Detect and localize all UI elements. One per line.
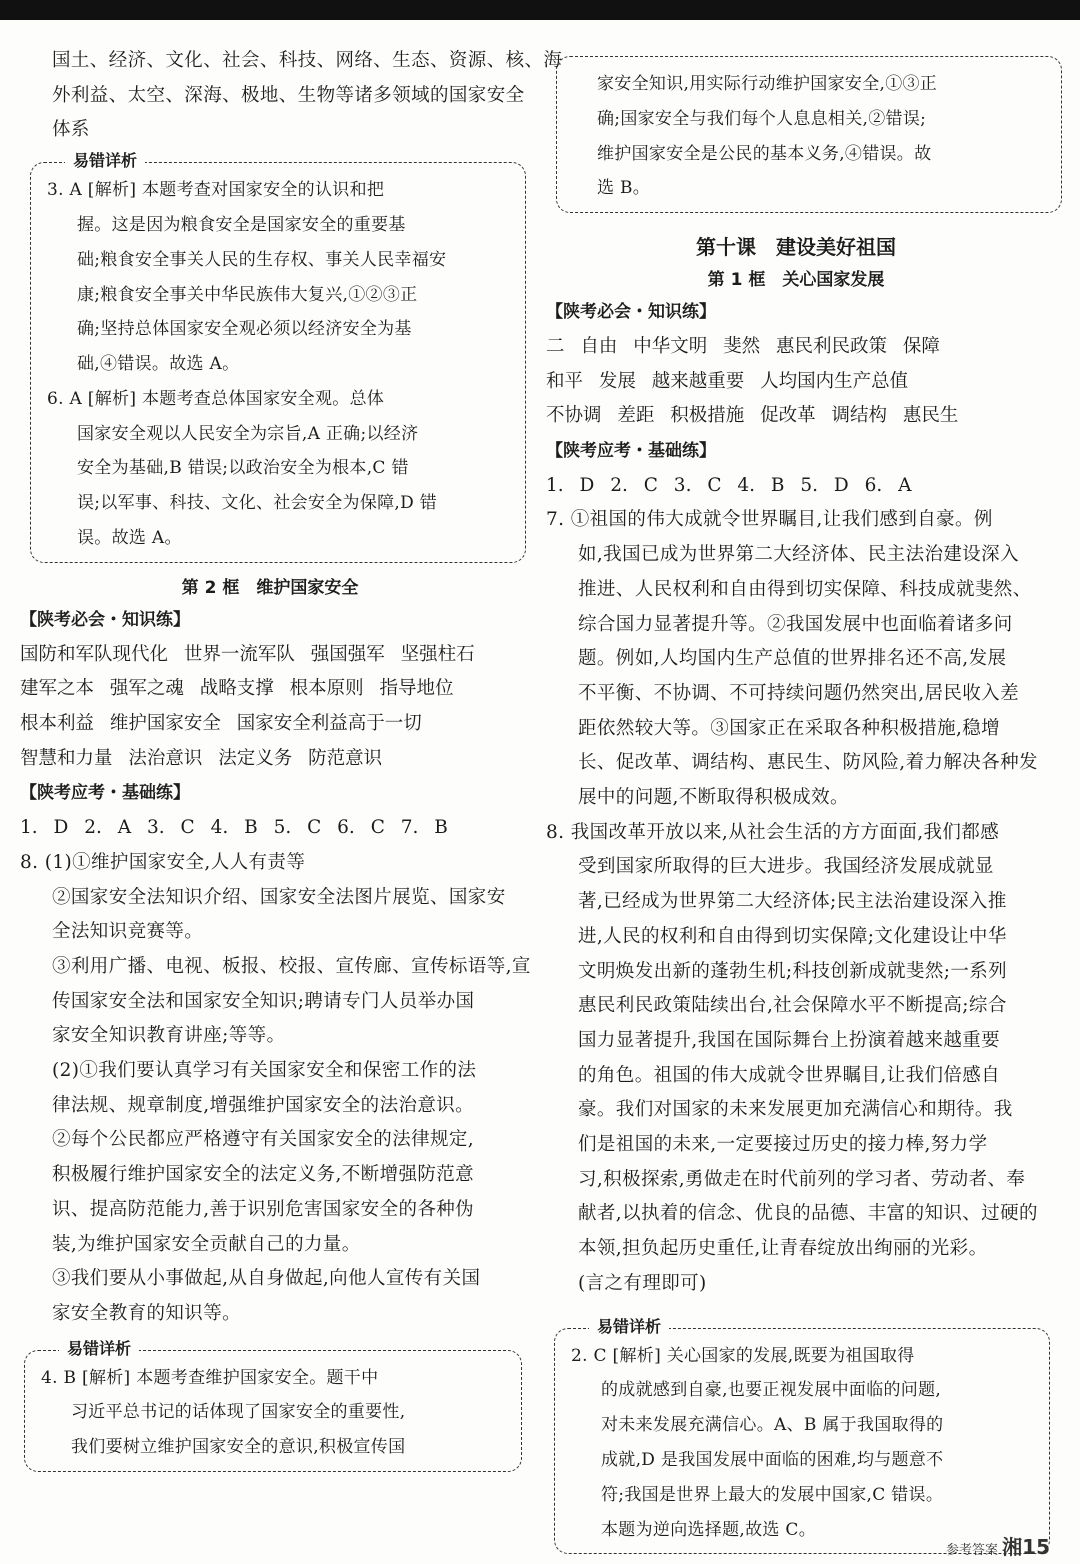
text-line: 安全为基础,B 错误;以政治安全为根本,C 错	[77, 458, 409, 479]
text-line: 推进、人民权利和自由得到切实保障、科技成就斐然、	[578, 578, 1032, 600]
text-line: (言之有理即可)	[578, 1272, 707, 1294]
text-line: ③利用广播、电视、板报、校报、宣传廊、宣传标语等,宣	[52, 955, 531, 977]
text-line: 综合国力显著提升等。②我国发展中也面临着诸多问	[578, 613, 1013, 635]
keyword-line: 和平 发展 越来越重要 人均国内生产总值	[546, 370, 909, 392]
text-line: 距依然较大等。③国家正在采取各种积极措施,稳增	[578, 717, 1001, 739]
text-line: 国土、经济、文化、社会、科技、网络、生态、资源、核、海	[52, 50, 563, 71]
intro-paragraph	[20, 44, 563, 148]
answer-line: 1. D 2. A 3. C 4. B 5. C 6. C 7. B	[20, 817, 448, 839]
box-label: 易错详析	[65, 149, 145, 173]
text-line: 康;粮食安全事关中华民族伟大复兴,①②③正	[77, 284, 418, 305]
text-line: 不平衡、不协调、不可持续问题仍然突出,居民收入差	[578, 682, 1019, 704]
text-line: 的角色。祖国的伟大成就令世界瞩目,让我们倍感自	[578, 1064, 1001, 1086]
text-line: 我们要树立维护国家安全的意识,积极宣传国	[71, 1437, 406, 1458]
section-title: 第 2 框 维护国家安全	[181, 577, 359, 598]
knowledge-heading: 【陕考必会・知识练】	[20, 609, 190, 630]
text-line: 识、提高防范能力,善于识别危害国家安全的各种伪	[52, 1198, 475, 1220]
keyword-line: 智慧和力量 法治意识 法定义务 防范意识	[20, 747, 383, 769]
page-footer	[946, 1531, 1050, 1560]
page-number: 湘15	[1002, 1535, 1050, 1559]
keyword-line: 根本利益 维护国家安全 国家安全利益高于一切	[20, 712, 422, 734]
text-line: 础,④错误。故选 A。	[77, 354, 240, 375]
text-line: 如,我国已成为世界第二大经济体、民主法治建设深入	[578, 544, 1019, 566]
continued-analysis-box	[556, 56, 1062, 213]
text-line: 本领,担负起历史重任,让青春绽放出绚丽的光彩。	[578, 1238, 988, 1260]
error-analysis-box	[554, 1316, 1050, 1555]
text-line: 8. 我国改革开放以来,从社会生活的方方面面,我们都感	[546, 821, 1000, 843]
text-line: ③我们要从小事做起,从自身做起,向他人宣传有关国	[52, 1268, 481, 1290]
text-line: 误。故选 A。	[77, 528, 182, 549]
basic-heading: 【陕考应考・基础练】	[20, 783, 190, 804]
left-column	[20, 44, 563, 1482]
knowledge-heading: 【陕考必会・知识练】	[546, 302, 716, 323]
text-line: 受到国家所取得的巨大进步。我国经济发展成就显	[578, 856, 994, 878]
text-line: 家安全知识教育讲座;等等。	[52, 1025, 286, 1047]
text-line: 外利益、太空、深海、极地、生物等诸多领域的国家安全	[52, 84, 525, 106]
text-line: 传国家安全法和国家安全知识;聘请专门人员举办国	[52, 990, 475, 1012]
text-line: 确;坚持总体国家安全观必须以经济安全为基	[77, 319, 412, 340]
text-line: ②每个公民都应严格遵守有关国家安全的法律规定,	[52, 1129, 475, 1151]
text-line: 国家安全观以人民安全为宗旨,A 正确;以经济	[77, 423, 419, 444]
text-line: 2. C [解析] 关心国家的发展,既要为祖国取得	[571, 1345, 915, 1366]
text-line: 长、促改革、调结构、惠民生、防风险,着力解决各种发	[578, 752, 1038, 774]
text-line: 积极履行维护国家安全的法定义务,不断增强防范意	[52, 1164, 475, 1186]
text-line: 律法规、规章制度,增强维护国家安全的法治意识。	[52, 1094, 475, 1116]
text-line: 本题为逆向选择题,故选 C。	[601, 1519, 817, 1540]
text-line: 体系	[52, 119, 90, 141]
text-line: 装,为维护国家安全贡献自己的力量。	[52, 1233, 361, 1255]
keyword-line: 国防和军队现代化 世界一流军队 强国强军 坚强柱石	[20, 643, 475, 665]
answer-line: 1. D 2. C 3. C 4. B 5. D 6. A	[546, 474, 912, 496]
text-line: 误;以军事、科技、文化、社会安全为保障,D 错	[77, 493, 438, 514]
text-line: 的成就感到自豪,也要正视发展中面临的问题,	[601, 1380, 942, 1401]
text-line: 8. (1)①维护国家安全,人人有责等	[20, 851, 306, 873]
text-line: 确;国家安全与我们每个人息息相关,②错误;	[597, 108, 927, 129]
text-line: 题。例如,人均国内生产总值的世界排名还不高,发展	[578, 648, 1007, 670]
text-line: 们是祖国的未来,一定要接过历史的接力棒,努力学	[578, 1134, 988, 1156]
text-line: 4. B [解析] 本题考查维护国家安全。题干中	[41, 1367, 379, 1388]
error-analysis-box	[30, 151, 526, 563]
keyword-line: 建军之本 强军之魂 战略支撑 根本原则 指导地位	[20, 678, 454, 700]
text-line: 符;我国是世界上最大的发展中国家,C 错误。	[601, 1484, 944, 1505]
keyword-line: 二 自由 中华文明 斐然 惠民利民政策 保障	[546, 335, 940, 357]
text-line: ②国家安全法知识介绍、国家安全法图片展览、国家安	[52, 886, 506, 908]
text-line: 3. A [解析] 本题考查对国家安全的认识和把	[47, 180, 385, 201]
box-label: 易错详析	[59, 1337, 139, 1361]
question-8-answer	[20, 846, 531, 1332]
text-line: 展中的问题,不断取得积极成效。	[578, 787, 849, 809]
text-line: 进,人民的权利和自由得到切实保障;文化建设让中华	[578, 925, 1007, 947]
text-line: 维护国家安全是公民的基本义务,④错误。故	[597, 143, 932, 164]
text-line: 成就,D 是我国发展中面临的困难,均与题意不	[601, 1449, 944, 1470]
text-line: 础;粮食安全事关人民的生存权、事关人民幸福安	[77, 249, 447, 270]
text-line: 豪。我们对国家的未来发展更加充满信心和期待。我	[578, 1099, 1013, 1121]
error-analysis-box	[24, 1338, 522, 1472]
keyword-line: 不协调 差距 积极措施 促改革 调结构 惠民生	[546, 405, 959, 427]
basic-heading: 【陕考应考・基础练】	[546, 441, 716, 461]
text-line: 习近平总书记的话体现了国家安全的重要性,	[71, 1402, 406, 1423]
question-7-answer	[546, 503, 1046, 815]
text-line: 习,积极探索,勇做走在时代前列的学习者、劳动者、奉	[578, 1168, 1026, 1190]
lesson-title: 第十课 建设美好祖国	[696, 235, 896, 260]
text-line: 惠民利民政策陆续出台,社会保障水平不断提高;综合	[578, 995, 1007, 1017]
text-line: (2)①我们要认真学习有关国家安全和保密工作的法	[52, 1060, 477, 1082]
text-line: 7. ①祖国的伟大成就令世界瞩目,让我们感到自豪。例	[546, 509, 993, 531]
right-column	[546, 56, 1046, 1564]
text-line: 选 B。	[597, 178, 651, 199]
text-line: 家安全知识,用实际行动维护国家安全,①③正	[597, 74, 938, 94]
question-8-answer	[546, 816, 1046, 1302]
top-edge-bar	[0, 0, 1080, 20]
text-line: 对未来发展充满信心。A、B 属于我国取得的	[601, 1415, 944, 1436]
text-line: 家安全教育的知识等。	[52, 1302, 242, 1324]
text-line: 献者,以执着的信念、优良的品德、丰富的知识、过硬的	[578, 1203, 1038, 1225]
section-title: 第 1 框 关心国家发展	[707, 270, 885, 291]
text-line: 文明焕发出新的蓬勃生机;科技创新成就斐然;一系列	[578, 960, 1008, 982]
text-line: 握。这是因为粮食安全是国家安全的重要基	[77, 214, 406, 235]
text-line: 著,已经成为世界第二大经济体;民主法治建设深入推	[578, 891, 1007, 913]
box-label: 易错详析	[589, 1315, 669, 1339]
text-line: 6. A [解析] 本题考查总体国家安全观。总体	[47, 388, 385, 409]
text-line: 全法知识竞赛等。	[52, 921, 204, 943]
text-line: 国力显著提升,我国在国际舞台上扮演着越来越重要	[578, 1029, 1001, 1051]
footer-label: 参考答案	[946, 1543, 999, 1558]
